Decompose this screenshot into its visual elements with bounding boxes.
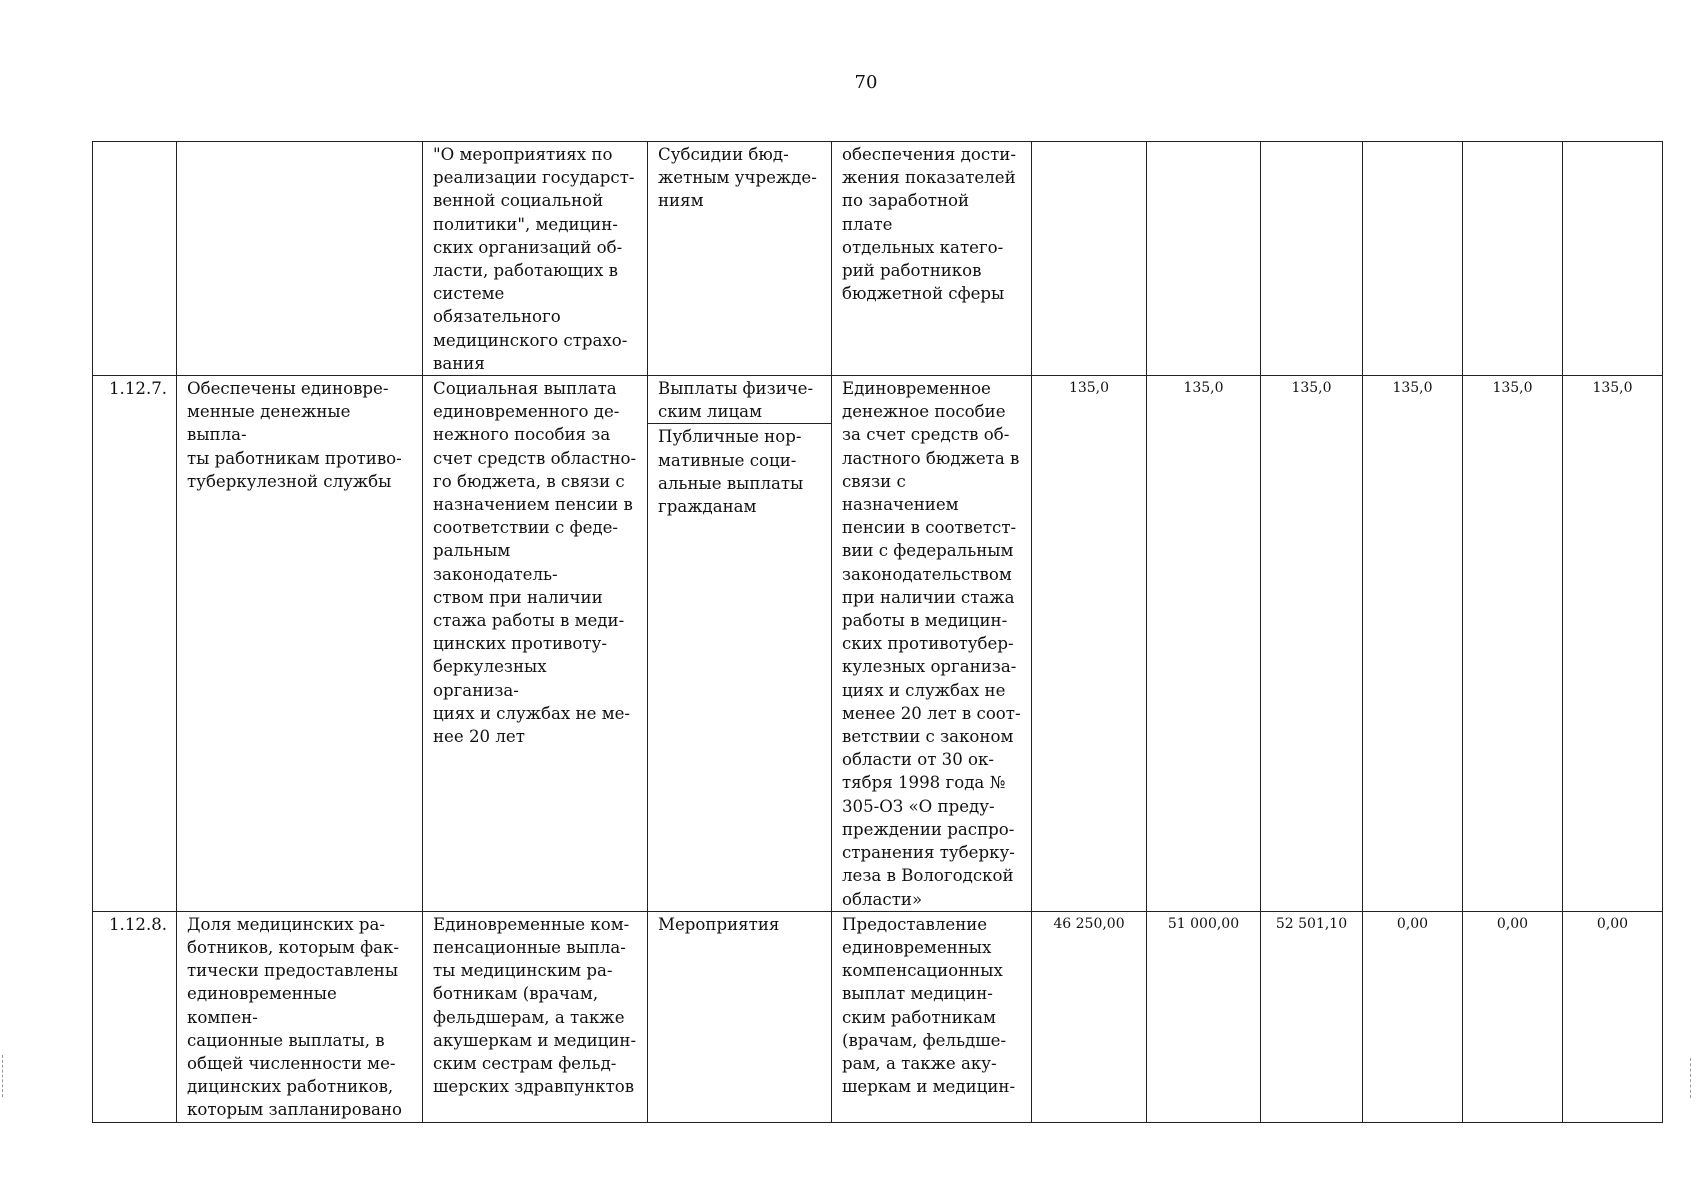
- scan-edge-mark-left: [2, 1055, 7, 1097]
- table-row: [93, 911, 1663, 1122]
- row-index: 1.12.7.: [93, 376, 177, 912]
- value-cell: 135,0: [1032, 376, 1147, 912]
- row-index: [93, 142, 177, 376]
- value-cell: 0,00: [1363, 911, 1463, 1122]
- value-cell: [1463, 142, 1563, 376]
- value-cell: [1147, 142, 1261, 376]
- expense-type-primary: Выплаты физиче- ским лицам: [648, 376, 831, 424]
- description-cell: Единовременное денежное пособие за счет средств об- ластного бюджета в связи с назначением пенсии в соответст- вии с федеральным законодательством при наличии стажа работы в медицин- ских противотубер- кулезных организа- циях и службах не менее 20 лет в соот- ветствии с законом области от 30 ок- тября 1998 года № 305-ОЗ «О преду- преждении распро- странения туберку- леза в Вологодской области»: [832, 376, 1032, 912]
- value-cell: [1363, 142, 1463, 376]
- scan-edge-mark-right: [1690, 1058, 1695, 1098]
- expense-type-cell: Субсидии бюд- жетным учрежде- ниям: [648, 142, 832, 376]
- value-cell: 52 501,10: [1261, 911, 1363, 1122]
- value-cell: 0,00: [1563, 911, 1663, 1122]
- expense-type-cell: Мероприятия: [648, 911, 832, 1122]
- expense-type-cell: [648, 376, 832, 912]
- row-index: 1.12.8.: [93, 911, 177, 1122]
- measure-cell: Социальная выплата единовременного де- нежного пособия за счет средств областно- го бюджета, в связи с назначением пенсии в соответствии с феде- ральным законодатель- ством при наличии стажа работы в меди- цинских противоту- беркулезных организа- циях и службах не ме- нее 20 лет: [423, 376, 648, 912]
- program-table: [92, 141, 1663, 1123]
- value-cell: [1261, 142, 1363, 376]
- value-cell: 135,0: [1363, 376, 1463, 912]
- value-cell: 135,0: [1261, 376, 1363, 912]
- value-cell: 46 250,00: [1032, 911, 1147, 1122]
- value-cell: 135,0: [1463, 376, 1563, 912]
- measure-cell: "О мероприятиях по реализации государст- венной социальной политики", медицин- ских организаций об- ласти, работающих в системе обязательного медицинского страхо- вания: [423, 142, 648, 376]
- description-cell: обеспечения дости- жения показателей по заработной плате отдельных катего- рий работников бюджетной сферы: [832, 142, 1032, 376]
- expense-type-secondary: Публичные нор- мативные соци- альные выплаты гражданам: [658, 427, 804, 517]
- value-cell: 51 000,00: [1147, 911, 1261, 1122]
- page-number: 70: [854, 72, 878, 93]
- value-cell: [1032, 142, 1147, 376]
- value-cell: 0,00: [1463, 911, 1563, 1122]
- indicator-cell: Доля медицинских ра- ботников, которым фак- тически предоставлены единовременные компен- сационные выплаты, в общей численности ме- дицинских работников, которым запланировано: [177, 911, 423, 1122]
- table-row: [93, 376, 1663, 912]
- value-cell: [1563, 142, 1663, 376]
- indicator-cell: [177, 142, 423, 376]
- value-cell: 135,0: [1147, 376, 1261, 912]
- indicator-cell: Обеспечены единовре- менные денежные выпла- ты работникам противо- туберкулезной службы: [177, 376, 423, 912]
- value-cell: 135,0: [1563, 376, 1663, 912]
- measure-cell: Единовременные ком- пенсационные выпла- ты медицинским ра- ботникам (врачам, фельдшерам, а также акушеркам и медицин- ским сестрам фельд- шерских здравпунктов: [423, 911, 648, 1122]
- description-cell: Предоставление единовременных компенсационных выплат медицин- ским работникам (врачам, фельдше- рам, а также аку- шеркам и медицин-: [832, 911, 1032, 1122]
- table-row: [93, 142, 1663, 376]
